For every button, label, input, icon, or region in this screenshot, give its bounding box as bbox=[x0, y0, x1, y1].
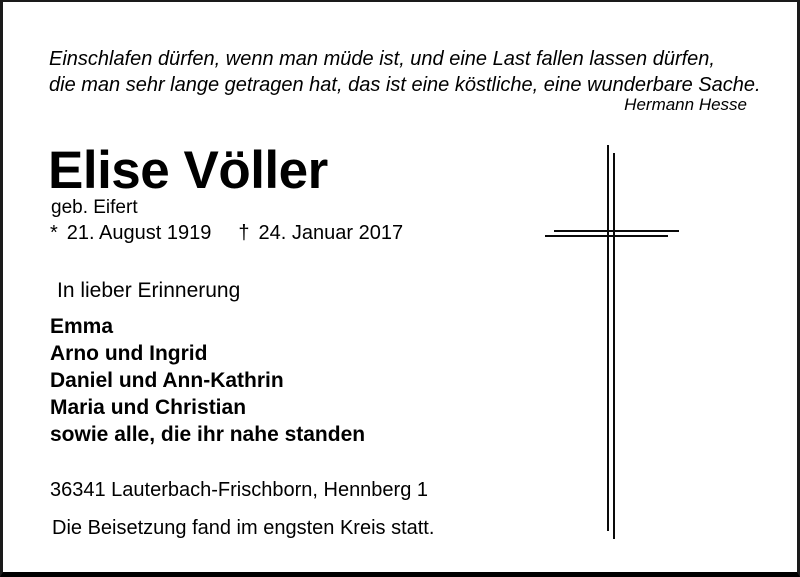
mourners-list bbox=[50, 313, 365, 448]
deceased-birth-name: geb. Eifert bbox=[51, 197, 138, 218]
cross-vertical-line-left bbox=[607, 145, 609, 531]
quote-attribution: Hermann Hesse bbox=[624, 95, 747, 114]
quote-line-2: die man sehr lange getragen hat, das ist eine köstliche, eine wunderbare Sache. bbox=[49, 74, 761, 96]
mourner-name: Arno und Ingrid bbox=[50, 342, 208, 365]
mourner-name: Maria und Christian bbox=[50, 396, 247, 419]
mourner-name: Daniel und Ann-Kathrin bbox=[50, 369, 284, 392]
cross-vertical-line-right bbox=[613, 153, 615, 539]
birth-date: 21. August 1919 bbox=[66, 222, 212, 244]
address-line: 36341 Lauterbach-Frischborn, Hennberg 1 bbox=[50, 479, 429, 501]
quote-block bbox=[49, 46, 761, 98]
quote-line-1: Einschlafen dürfen, wenn man müde ist, und eine Last fallen lassen dürfen, bbox=[49, 48, 715, 70]
mourner-name: sowie alle, die ihr nahe standen bbox=[50, 423, 366, 446]
deceased-name: Elise Völler bbox=[48, 141, 328, 200]
death-date: 24. Januar 2017 bbox=[258, 222, 404, 244]
funeral-note: Die Beisetzung fand im engsten Kreis statt. bbox=[52, 517, 435, 539]
birth-symbol: * bbox=[50, 222, 58, 244]
death-cross-symbol: † bbox=[238, 222, 250, 244]
cross-horizontal-line-bottom bbox=[545, 235, 668, 237]
life-dates bbox=[50, 222, 403, 245]
cross-horizontal-line-top bbox=[554, 230, 679, 232]
memorial-intro: In lieber Erinnerung bbox=[57, 279, 241, 302]
mourner-name: Emma bbox=[50, 315, 114, 338]
